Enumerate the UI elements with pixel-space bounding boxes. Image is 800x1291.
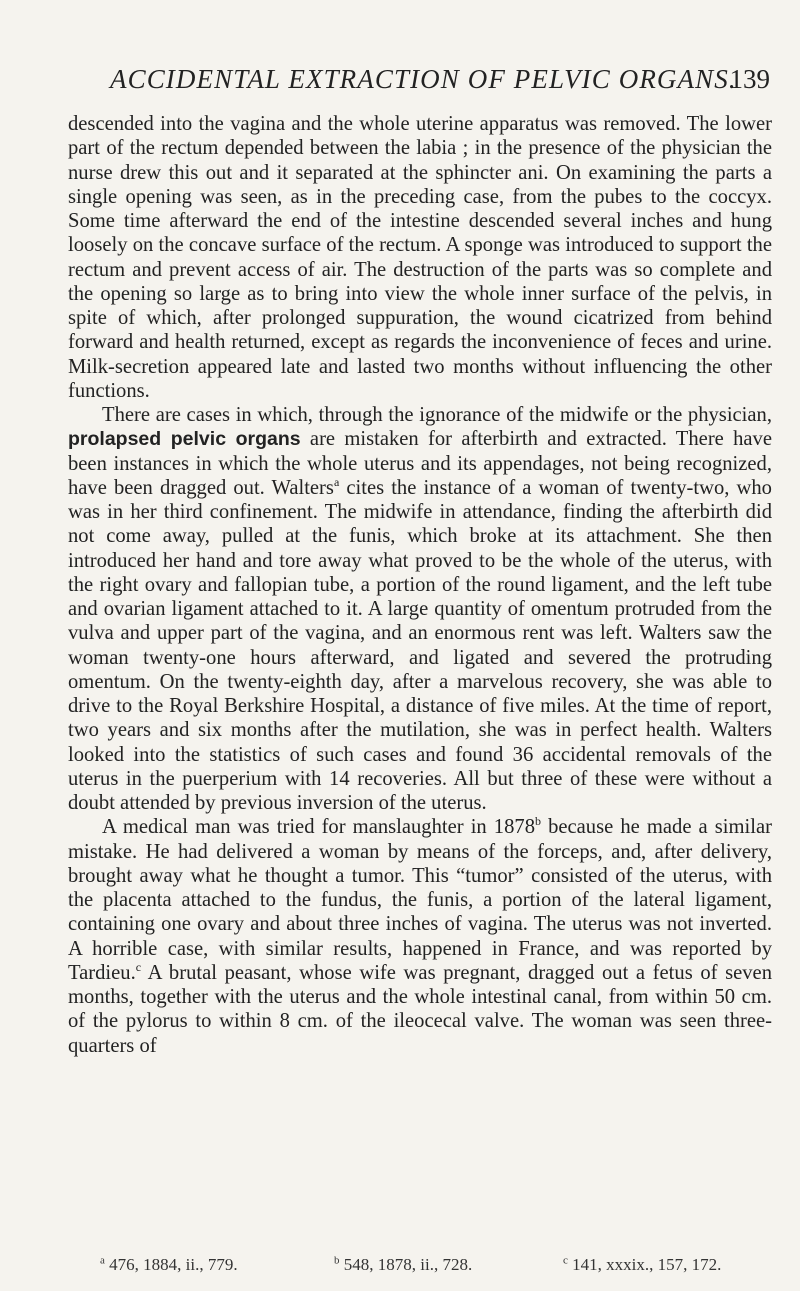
paragraph-2-text-a: There are cases in which, through the ignorance of the midwife or the physician,	[102, 404, 772, 426]
paragraph-1-text: descended into the vagina and the whole uterine apparatus was removed. The lower part of the rectum depended between the labia ; in the presence of the physician the nurse drew this out and it separated at the sphincter ani. On examining the parts a single opening was seen, as in the preceding case, from the pubes to the coccyx. Some time afterward the end of the intestine descended several inches and hung loosely on the concave surface of the rectum. A sponge was introduced to support the rectum and prevent access of air. The destruction of the parts was so complete and the opening so large as to bring into view the whole inner surface of the pelvis, in spite of which, after prolonged suppuration, the wound cicatrized from behind forward and health returned, except as regards the inconvenience of feces and urine. Milk-secretion appeared late and lasted two months without influencing the other functions.	[68, 113, 772, 402]
paragraph-3	[68, 815, 772, 1058]
running-head: ACCIDENTAL EXTRACTION OF PELVIC ORGANS.	[110, 64, 737, 94]
footnote-text: 476, 1884, ii., 779.	[104, 1255, 238, 1274]
paragraph-2	[68, 403, 772, 815]
footnote-c	[563, 1255, 721, 1275]
footnote-mark: b	[334, 1254, 340, 1267]
footnote-ref-a: a	[333, 474, 340, 489]
body-text	[68, 112, 772, 1058]
bold-phrase: prolapsed pelvic organs	[68, 428, 301, 451]
footnote-ref-c: c	[135, 959, 142, 974]
page-header	[110, 64, 770, 104]
paragraph-3-text-b: because he made a similar mistake. He had delivered a woman by means of the forceps, and, after delivery, brought away what he thought a tumor. This “tumor” consisted of the uterus, with the placenta attached to the fundus, the funis, a portion of the lateral ligament, containing one ovary and about three inches of vagina. The uterus was not inverted. A horrible case, with similar results, happened in France, and was reported by Tardieu.	[68, 816, 772, 984]
footnote-mark: c	[563, 1254, 568, 1267]
page-number: 139	[729, 64, 770, 94]
footnote-a	[100, 1255, 238, 1275]
paragraph-1	[68, 112, 772, 403]
footnote-text: 141, xxxix., 157, 172.	[567, 1255, 722, 1274]
footnote-ref-b: b	[535, 814, 541, 829]
paragraph-2-text-b: are mistaken for afterbirth and extracted. There have been instances in which the whole uterus and its appendages, not being recognized, have been dragged out. Walters	[68, 428, 772, 499]
footnote-mark: a	[100, 1254, 105, 1267]
paragraph-2-text-c: cites the instance of a woman of twenty-two, who was in her third confinement. The midwife in attendance, finding the afterbirth did not come away, pulled at the funis, which broke at its attachment. She then introduced her hand and tore away what proved to be the whole of the uterus, with the right ovary and fallopian tube, a portion of the round ligament, and the left tube and ovarian ligament attached to it. A large quantity of omentum protruded from the vulva and upper part of the vagina, and an enormous rent was left. Walters saw the woman twenty-one hours afterward, and ligated and severed the protruding omentum. On the twenty-eighth day, after a marvelous recovery, she was able to drive to the Royal Berkshire Hospital, a distance of five miles. At the time of report, two years and six months after the mutilation, she was in perfect health. Walters looked into the statistics of such cases and found 36 accidental removals of the uterus in the puerperium with 14 recoveries. All but three of these were without a doubt attended by previous inversion of the uterus.	[68, 476, 772, 814]
footnote-text: 548, 1878, ii., 728.	[339, 1255, 473, 1274]
paragraph-3-text-a: A medical man was tried for manslaughter in 1878	[102, 816, 535, 839]
footnote-b	[334, 1255, 472, 1275]
paragraph-3-text-c: A brutal peasant, whose wife was pregnant, dragged out a fetus of seven months, together with the uterus and the whole intestinal canal, from within 50 cm. of the pylorus to within 8 cm. of the ileocecal valve. The woman was seen three-quarters of	[68, 961, 772, 1057]
